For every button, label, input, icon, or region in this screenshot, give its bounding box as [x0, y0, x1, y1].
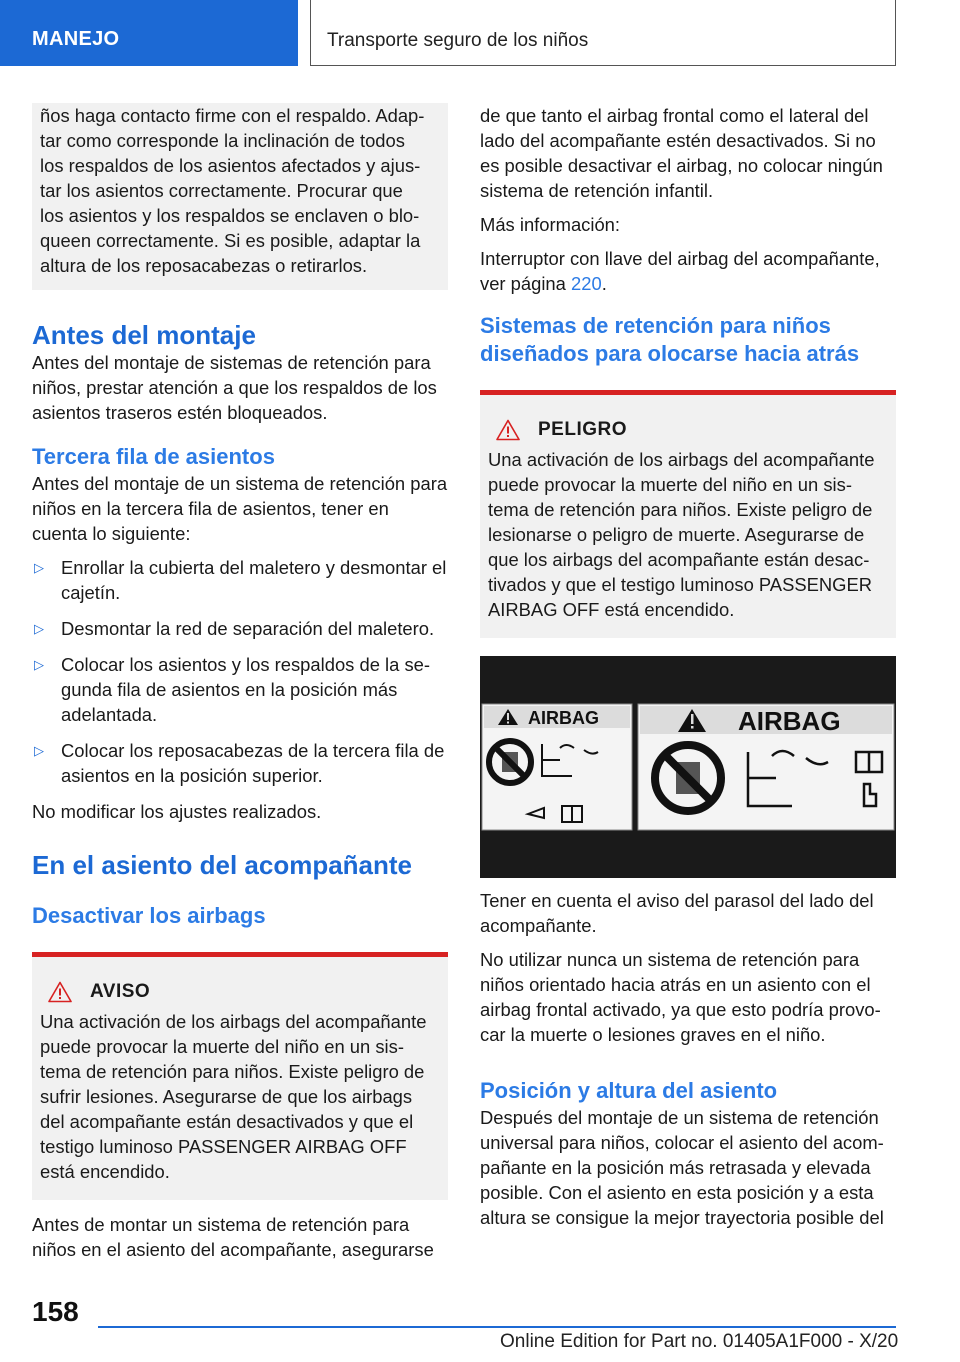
paragraph-tercera: Antes del montaje de un sistema de retención para niños en la tercera fila de asientos, tener en cuenta lo siguiente: [32, 473, 448, 544]
paragraph-antes-montar: Antes de montar un sistema de retención para niños en el asiento del acompañante, asegurarse [32, 1214, 434, 1260]
bullet-triangle-icon: ▷ [34, 743, 44, 758]
header-chapter-box [310, 0, 896, 66]
label-text: AIRBAG [528, 708, 599, 728]
warning-triangle-icon [48, 981, 72, 1003]
label-text: AIRBAG [738, 706, 841, 736]
paragraph-no-utilizar: No utilizar nunca un sistema de retención para niños orientado hacia atrás en un asiento con el airbag frontal activado, ya que esto podría provo‐car la muerte o lesiones graves en el niño. [480, 949, 881, 1045]
heading-tercera-fila: Tercera fila de asientos [32, 444, 275, 469]
heading-posicion-altura: Posición y altura del asiento [480, 1078, 778, 1103]
heading-antes-del-montaje: Antes del montaje [32, 320, 256, 350]
paragraph-despues: Después del montaje de un sistema de retención universal para niños, colocar el asiento del acom‐pañante en la posición más retrasada y elevada posible. Con el asiento en esta posición y a esta altura se consigue la mejor trayectoria posible del [480, 1107, 884, 1228]
bullet-triangle-icon: ▷ [34, 621, 44, 636]
list-item: ▷ Enrollar la cubierta del maletero y desmontar el cajetín. [34, 557, 447, 603]
page-reference-link[interactable]: 220 [571, 273, 602, 294]
header-section-tab [0, 0, 298, 66]
right-column-lower [480, 888, 896, 1239]
header-section-label: MANEJO [32, 28, 120, 50]
right-column [480, 103, 896, 638]
intro-line: altura de los reposacabezas o retirarlos. [40, 255, 368, 276]
intro-line: los respaldos de los asientos afectados y ajus‐ [40, 155, 421, 176]
footer-divider [98, 1326, 896, 1328]
warning-triangle-icon [496, 419, 520, 441]
paragraph-mas-informacion: Más información: [480, 214, 621, 235]
warning-title: AVISO [90, 981, 151, 1002]
bullet-list [32, 555, 448, 788]
heading-sistemas-retencion: Sistemas de retención para niños diseñados para olocarse hacia atrás [480, 313, 860, 366]
list-item: ▷ Colocar los reposacabezas de la tercera fila de asientos en la posición superior. [34, 740, 445, 786]
warning-box-peligro [480, 390, 896, 638]
heading-desactivar-airbags: Desactivar los airbags [32, 903, 266, 928]
list-item: ▷ Colocar los asientos y los respaldos de la se‐gunda fila de asientos en la posición más adelantada. [34, 654, 431, 725]
left-column [32, 103, 448, 1271]
airbag-warning-label-photo [480, 656, 896, 878]
header-chapter-label: Transporte seguro de los niños [327, 30, 589, 51]
footer-edition-text: Online Edition for Part no. 01405A1F000 - X/20 [500, 1331, 899, 1352]
warning-box-aviso [32, 952, 448, 1200]
paragraph-no-modificar: No modificar los ajustes realizados. [32, 801, 322, 822]
intro-line: ños haga contacto firme con el respaldo. Adap‐ [40, 105, 425, 126]
paragraph-continuation: de que tanto el airbag frontal como el lateral del lado del acompañante estén desactivados. Si no es posible desactivar el airbag, no colocar ningún sistema de retención infantil. [480, 105, 883, 201]
small-airbag-label [482, 704, 632, 830]
warning-text: Una activación de los airbags del acompañante puede provocar la muerte del niño en un sis‐tema de retención para niños. Existe peligro de lesionarse o peligro de muerte. Asegurarse de que los airbags del acompañante están desac‐tivados y que el testigo luminoso PASSENGER AIRBAG OFF está encendido. [488, 449, 875, 620]
heading-acompanante: En el asiento del acompañante [32, 850, 412, 880]
intro-line: los asientos y los respaldos se enclaven o blo‐ [40, 205, 420, 226]
intro-note-box [32, 103, 448, 290]
bullet-triangle-icon: ▷ [34, 560, 44, 575]
intro-line: queen correctamente. Si es posible, adaptar la [40, 230, 421, 251]
intro-line: tar los asientos correctamente. Procurar que [40, 180, 403, 201]
list-item: ▷ Desmontar la red de separación del maletero. [34, 618, 435, 639]
intro-line: tar como corresponde la inclinación de todos [40, 130, 405, 151]
page-number: 158 [32, 1296, 79, 1327]
bullet-triangle-icon: ▷ [34, 657, 44, 672]
paragraph-parasol: Tener en cuenta el aviso del parasol del lado del acompañante. [480, 890, 874, 936]
paragraph-interruptor: Interruptor con llave del airbag del acompañante, ver página 220. [480, 248, 880, 294]
paragraph-antes: Antes del montaje de sistemas de retención para niños, prestar atención a que los respaldos de los asientos traseros estén bloqueados. [32, 352, 437, 423]
warning-text: Una activación de los airbags del acompañante puede provocar la muerte del niño en un sis‐tema de retención para niños. Existe peligro de sufrir lesiones. Asegurarse de que los airbags del acompañante están desactivados y que el testigo luminoso PASSENGER AIRBAG OFF está encendido. [40, 1011, 427, 1182]
large-airbag-label [638, 704, 894, 830]
warning-title: PELIGRO [538, 419, 628, 440]
